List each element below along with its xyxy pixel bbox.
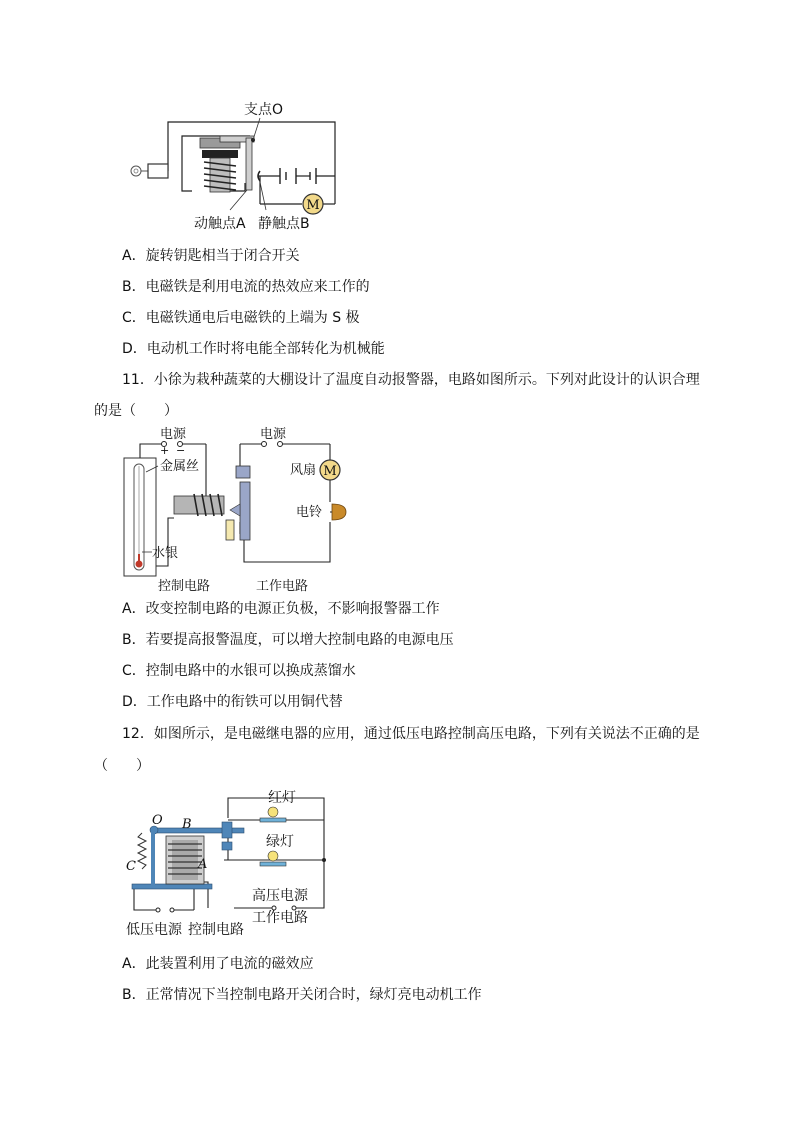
key-switch-icon <box>131 164 168 178</box>
control-power-label: 电源 <box>160 427 187 442</box>
fan-motor-symbol: M <box>323 464 337 479</box>
q11-option-b: B．若要提高报警温度，可以增大控制电路的电源电压 <box>122 632 454 648</box>
label-o: O <box>152 813 163 828</box>
q11-stem-line2: 的是（ ） <box>94 403 178 419</box>
metal-wire-label: 金属丝 <box>160 459 200 474</box>
control-circuit-label: 控制电路 <box>188 922 244 938</box>
label-a: A <box>198 857 208 872</box>
q11-option-c: C．控制电路中的水银可以换成蒸馏水 <box>122 663 356 679</box>
pivot-label: 支点O <box>244 102 284 118</box>
bell-label: 电铃 <box>296 505 323 520</box>
figure-temperature-alarm <box>118 422 368 596</box>
q12-stem-line1: 12．如图所示，是电磁继电器的应用，通过低压电路控制高压电路，下列有关说法不正确的是 <box>122 726 700 742</box>
q12-stem-line2: （ ） <box>94 758 150 774</box>
moving-contact-label: 动触点A <box>194 216 246 232</box>
low-voltage-label: 低压电源 <box>126 922 182 938</box>
red-lamp-icon <box>228 807 324 822</box>
bell-icon <box>332 504 346 520</box>
static-contact-label: 静触点B <box>258 216 310 232</box>
motor-symbol: M <box>306 198 320 213</box>
q12-option-b: B．正常情况下当控制电路开关闭合时，绿灯亮电动机工作 <box>122 987 482 1003</box>
working-power-label: 电源 <box>260 427 287 442</box>
green-lamp-label: 绿灯 <box>266 834 294 850</box>
minus-sign: − <box>176 444 186 457</box>
q10-option-b: B．电磁铁是利用电流的热效应来工作的 <box>122 279 370 295</box>
working-circuit-label: 工作电路 <box>256 579 309 594</box>
q10-option-c: C．电磁铁通电后电磁铁的上端为 S 极 <box>122 310 360 326</box>
figure-relay-lamps <box>124 788 334 940</box>
fan-label: 风扇 <box>290 463 317 478</box>
q10-option-d: D．电动机工作时将电能全部转化为机械能 <box>122 341 385 357</box>
q10-option-a: A．旋转钥匙相当于闭合开关 <box>122 248 300 264</box>
q11-option-a: A．改变控制电路的电源正负极，不影响报警器工作 <box>122 601 440 617</box>
working-circuit-label: 工作电路 <box>252 910 308 926</box>
q12-option-a: A．此装置利用了电流的磁效应 <box>122 956 314 972</box>
high-voltage-label: 高压电源 <box>252 888 308 904</box>
mercury-label: 水银 <box>152 546 179 561</box>
plus-sign: + <box>160 444 170 457</box>
green-lamp-icon <box>260 851 286 866</box>
red-lamp-label: 红灯 <box>268 790 296 806</box>
q11-option-d: D．工作电路中的衔铁可以用铜代替 <box>122 694 343 710</box>
figure-ignition-relay <box>120 98 370 238</box>
label-c: C <box>126 859 136 874</box>
label-b: B <box>182 817 192 832</box>
q11-stem-line1: 11．小徐为栽种蔬菜的大棚设计了温度自动报警器，电路如图所示。下列对此设计的认识合理 <box>122 372 700 388</box>
control-circuit-label: 控制电路 <box>158 579 211 594</box>
